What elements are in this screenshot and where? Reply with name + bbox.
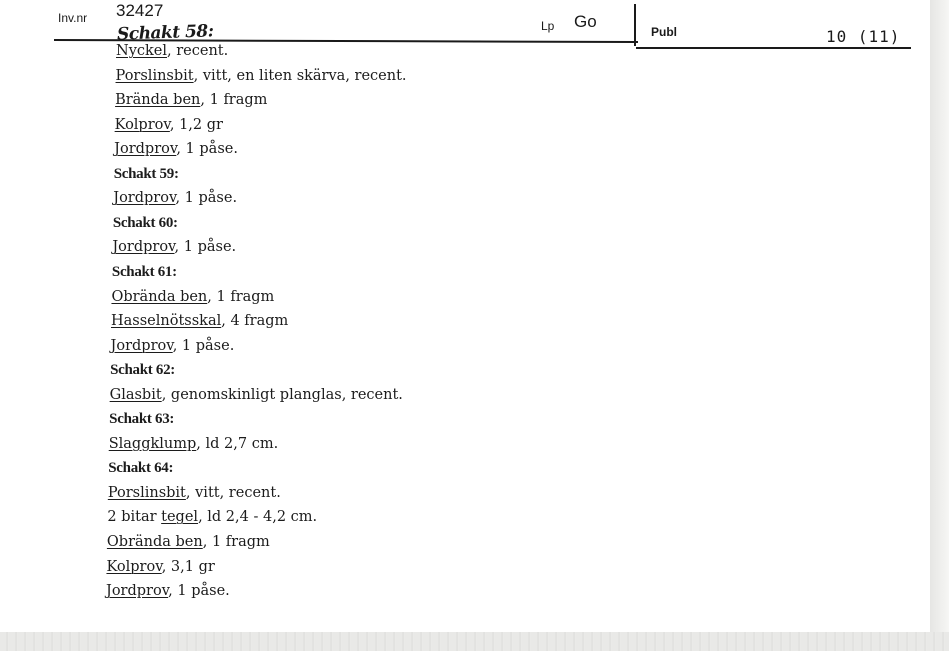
item-desc: , 4 fragm [221,313,289,330]
section-heading: Schakt 64: [108,460,174,477]
lp-value: Go [574,12,597,31]
section-heading: Schakt 60: [112,214,178,231]
list-item [114,141,238,157]
list-item [116,68,407,84]
list-item [107,509,317,525]
inv-nr-label: Inv.nr [58,11,88,25]
list-item [115,117,223,133]
list-item [107,534,270,550]
item-term: Hasselnötsskal [111,313,222,330]
item-term: Porslinsbit [115,67,194,84]
item-desc: , 1 fragm [207,288,275,305]
item-term: Jordprov [106,583,169,600]
list-item [111,338,235,354]
item-term: Porslinsbit [107,484,186,501]
handwritten-heading: Schakt 58: [116,21,214,45]
item-term: Obrända ben [111,288,208,305]
item-term: Jordprov [112,239,175,256]
item-desc: , 3,1 gr [161,558,215,575]
item-desc: , 1 påse. [176,141,238,158]
item-term: Kolprov [106,558,162,575]
list-item [106,559,214,575]
list-item [111,313,288,329]
item-desc: , vitt, en liten skärva, recent. [193,67,407,84]
list-item [106,583,230,599]
item-desc: , 1 påse. [174,239,237,256]
publ-label: Publ [651,25,677,39]
item-term: Obrända ben [106,534,203,550]
item-desc: , 1 påse. [172,337,235,354]
page-number: 10 (11) [826,27,901,46]
item-term: Nyckel [116,43,168,59]
item-desc: , 1 fragm [202,534,270,550]
item-term: tegel [161,509,199,526]
list-item [115,92,267,108]
item-term: Brända ben [115,92,201,109]
section-heading: Schakt 63: [109,411,175,428]
list-item [109,436,278,452]
header-divider [634,4,636,46]
item-term: Slaggklump [108,435,197,452]
item-desc: , recent. [167,43,229,59]
section-heading: Schakt 59: [113,165,179,182]
item-desc: , 1 fragm [200,92,268,109]
section-heading: Schakt 62: [110,362,176,379]
item-desc: , ld 2,7 cm. [196,435,279,452]
list-item [116,43,228,59]
header-rule-right [636,47,911,49]
scan-edge-right [930,0,949,651]
list-item [112,239,236,255]
item-term: Jordprov [114,141,177,158]
item-desc: , 1 påse. [168,583,230,600]
item-desc: , 1,2 gr [169,116,223,133]
item-term: Jordprov [110,337,173,354]
item-term: Kolprov [114,116,170,133]
inv-nr-value: 32427 [116,1,164,20]
item-desc: , genomskinligt planglas, recent. [161,386,403,403]
list-item [110,387,403,403]
item-term: Jordprov [113,190,176,207]
item-term: Glasbit [109,386,162,403]
lp-label: Lp [541,19,555,33]
list-item [111,289,274,305]
item-desc: , 1 påse. [175,190,238,207]
list-item [113,190,237,206]
list-item [108,485,281,501]
section-heading: Schakt 61: [111,263,177,280]
item-prefix: 2 bitar [107,509,162,526]
item-desc: , ld 2,4 - 4,2 cm. [198,509,318,526]
item-desc: , vitt, recent. [185,484,281,501]
scan-edge-bottom [0,632,949,651]
